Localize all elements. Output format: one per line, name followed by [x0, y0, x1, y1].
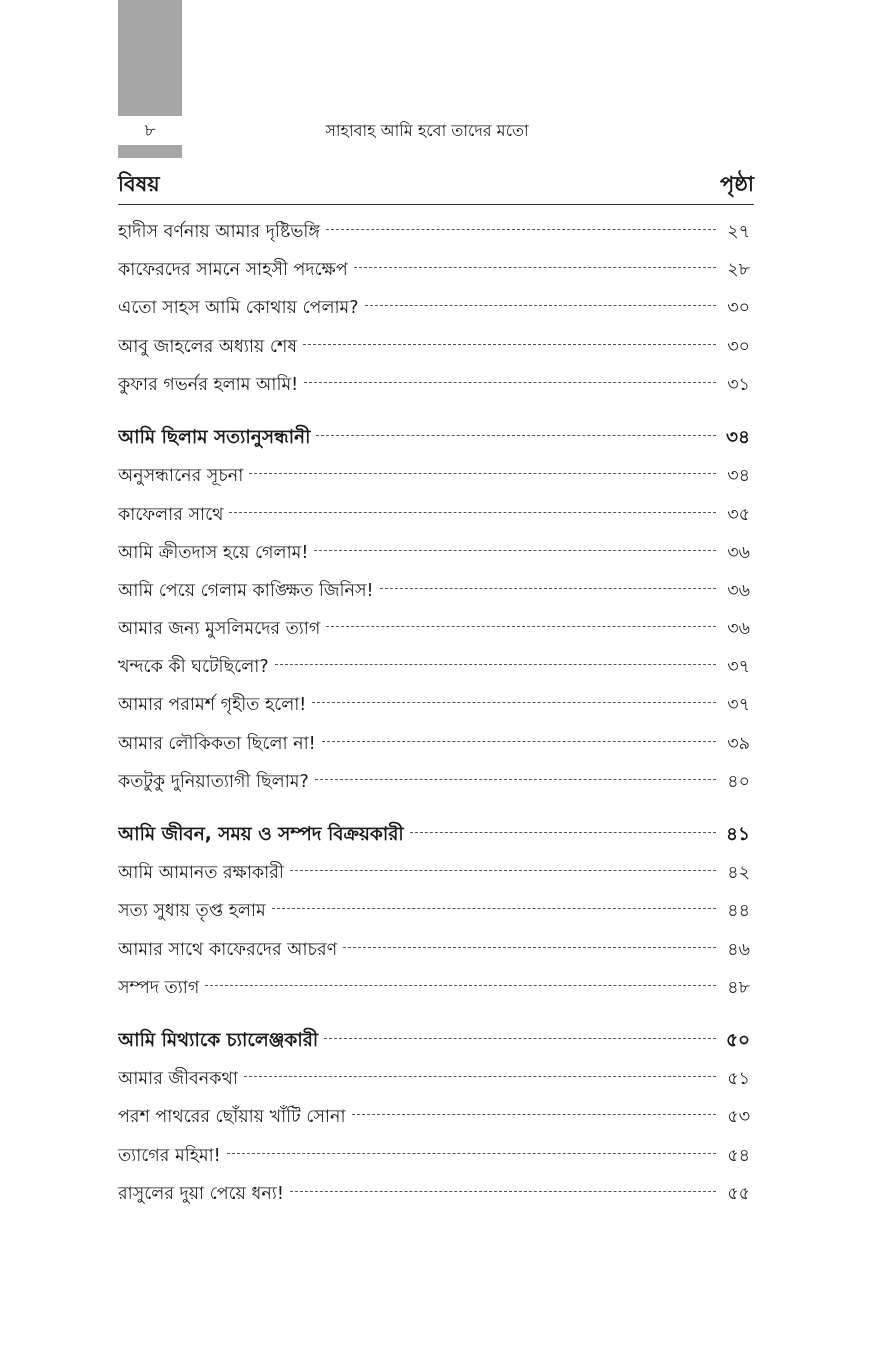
toc-entry	[118, 690, 750, 720]
toc-dash-leader	[314, 550, 716, 551]
toc-dash-leader	[380, 588, 716, 589]
toc-entry-title: আমার জীবনকথা	[118, 1069, 238, 1089]
toc-dash-leader	[272, 908, 716, 909]
toc-dash-leader	[304, 382, 716, 383]
toc-section-heading	[118, 820, 750, 850]
toc-entry-page: ৫৫	[727, 1184, 750, 1204]
toc-entry-page: ৩১	[727, 375, 750, 395]
toc-section-heading	[118, 423, 750, 453]
toc-entry	[118, 370, 750, 400]
toc-entry-title: হাদীস বর্ণনায় আমার দৃষ্টিভঙ্গি	[118, 222, 321, 242]
page-number: ৮	[144, 121, 156, 141]
toc-entry	[118, 500, 750, 530]
toc-entry-title: আমি আমানত রক্ষাকারী	[118, 863, 284, 883]
toc-entry-title: আমার পরামর্শ গৃহীত হলো!	[118, 695, 307, 715]
toc-header-page: পৃষ্ঠা	[719, 172, 754, 196]
toc-entry	[118, 1179, 750, 1209]
toc-entry	[118, 729, 750, 759]
toc-entry-page: ২৮	[727, 260, 750, 280]
toc-entry	[118, 255, 750, 285]
toc-entry-page: ৩৪	[725, 427, 750, 448]
toc-header	[118, 166, 754, 205]
toc-dash-leader	[324, 1038, 716, 1039]
toc-dash-leader	[275, 664, 716, 665]
toc-dash-leader	[290, 870, 716, 871]
toc-entry-page: ৪৬	[727, 940, 750, 960]
toc-entry-title: এতো সাহস আমি কোথায় পেলাম?	[118, 298, 359, 318]
toc-entry-page: ৪৮	[727, 978, 750, 998]
toc-dash-leader	[316, 435, 716, 436]
toc-dash-leader	[227, 1153, 716, 1154]
toc-entry	[118, 1141, 750, 1171]
toc-dash-leader	[343, 947, 716, 948]
page-tab-strip	[118, 145, 182, 158]
page-tab-marker	[118, 0, 182, 116]
toc-entry-page: ৩৯	[727, 734, 750, 754]
toc-dash-leader	[322, 741, 716, 742]
toc-entry-title: আমি পেয়ে গেলাম কাঙ্ক্ষিত জিনিস!	[118, 581, 374, 601]
toc-entry	[118, 1064, 750, 1094]
toc-dash-leader	[315, 779, 716, 780]
toc-entry	[118, 973, 750, 1003]
toc-dash-leader	[290, 1191, 716, 1192]
toc-entry	[118, 1102, 750, 1132]
toc-entry-page: ৫০	[725, 1030, 750, 1051]
toc-entry-title: আমি জীবন, সময় ও সম্পদ বিক্রয়কারী	[118, 824, 404, 845]
toc-dash-leader	[410, 832, 716, 833]
toc-entry	[118, 332, 750, 362]
toc-entry-page: ৩৭	[727, 695, 750, 715]
toc-entry-title: ত্যাগের মহিমা!	[118, 1146, 221, 1166]
toc-entry-title: আমার সাথে কাফেরদের আচরণ	[118, 940, 338, 960]
toc-dash-leader	[365, 305, 716, 306]
toc-entry-page: ৪২	[727, 863, 750, 883]
toc-entry-title: অনুসন্ধানের সূচনা	[118, 466, 244, 486]
toc-entry-page: ২৭	[727, 222, 750, 242]
toc-entry-page: ৩৫	[727, 505, 750, 525]
toc-dash-leader	[326, 229, 716, 230]
toc-entry-page: ৩০	[727, 337, 750, 357]
toc-dash-leader	[303, 344, 716, 345]
toc-dash-leader	[244, 1076, 716, 1077]
toc-entry-page: ৩০	[727, 298, 750, 318]
toc-entry-title: সম্পদ ত্যাগ	[118, 978, 200, 998]
toc-entry	[118, 767, 750, 797]
toc-entry-title: পরশ পাথরের ছোঁয়ায় খাঁটি সোনা	[118, 1107, 346, 1127]
toc-header-topic: বিষয়	[118, 172, 160, 196]
toc-entry-page: ৪১	[725, 824, 750, 845]
running-title: সাহাবাহ আমি হবো তাদের মতো	[325, 121, 529, 140]
toc-entry-title: রাসুলের দুয়া পেয়ে ধন্য!	[118, 1184, 284, 1204]
toc-dash-leader	[326, 626, 716, 627]
toc-entry	[118, 217, 750, 247]
toc-entry-title: খন্দকে কী ঘটেছিলো?	[118, 657, 269, 677]
toc-entry-page: ৫৩	[727, 1107, 750, 1127]
toc-dash-leader	[249, 473, 716, 474]
toc-entry-page: ৫১	[727, 1069, 750, 1089]
toc-entry-title: কাফেরদের সামনে সাহসী পদক্ষেপ	[118, 260, 348, 280]
toc-entry	[118, 538, 750, 568]
toc-entry-title: আমার জন্য মুসলিমদের ত্যাগ	[118, 619, 321, 639]
toc-dash-leader	[312, 702, 716, 703]
toc-entry	[118, 614, 750, 644]
toc-entry-title: আবু জাহলের অধ্যায় শেষ	[118, 337, 297, 357]
toc-entry-title: কাফেলার সাথে	[118, 505, 224, 525]
toc-entry	[118, 461, 750, 491]
toc-dash-leader	[352, 1114, 716, 1115]
toc-entry-title: কতটুকু দুনিয়াত্যাগী ছিলাম?	[118, 772, 309, 792]
toc-entry	[118, 652, 750, 682]
toc-entry-page: ৩৬	[727, 581, 750, 601]
toc-entry-page: ৪৪	[727, 901, 750, 921]
toc-dash-leader	[229, 512, 716, 513]
toc-dash-leader	[354, 267, 716, 268]
toc-entry-page: ৩৪	[727, 466, 750, 486]
toc-entry	[118, 858, 750, 888]
toc-entry-page: ৪০	[727, 772, 750, 792]
toc-entry-page: ৩৬	[727, 543, 750, 563]
toc-entry-page: ৫৪	[727, 1146, 750, 1166]
toc-entry-title: সত্য সুধায় তৃপ্ত হলাম	[118, 901, 266, 921]
toc-entry	[118, 935, 750, 965]
toc-entry	[118, 896, 750, 926]
toc-entry	[118, 293, 750, 323]
toc-entry-page: ৩৭	[727, 657, 750, 677]
toc-entry-title: আমি ছিলাম সত্যানুসন্ধানী	[118, 427, 311, 448]
toc-dash-leader	[205, 985, 716, 986]
toc-entry-title: আমার লৌকিকতা ছিলো না!	[118, 734, 316, 754]
toc-entry	[118, 576, 750, 606]
toc-section-heading	[118, 1026, 750, 1056]
toc-entry-title: আমি মিথ্যাকে চ্যালেঞ্জকারী	[118, 1030, 319, 1051]
toc-entry-title: কুফার গভর্নর হলাম আমি!	[118, 375, 299, 395]
toc-entry-page: ৩৬	[727, 619, 750, 639]
toc-entry-title: আমি ক্রীতদাস হয়ে গেলাম!	[118, 543, 309, 563]
